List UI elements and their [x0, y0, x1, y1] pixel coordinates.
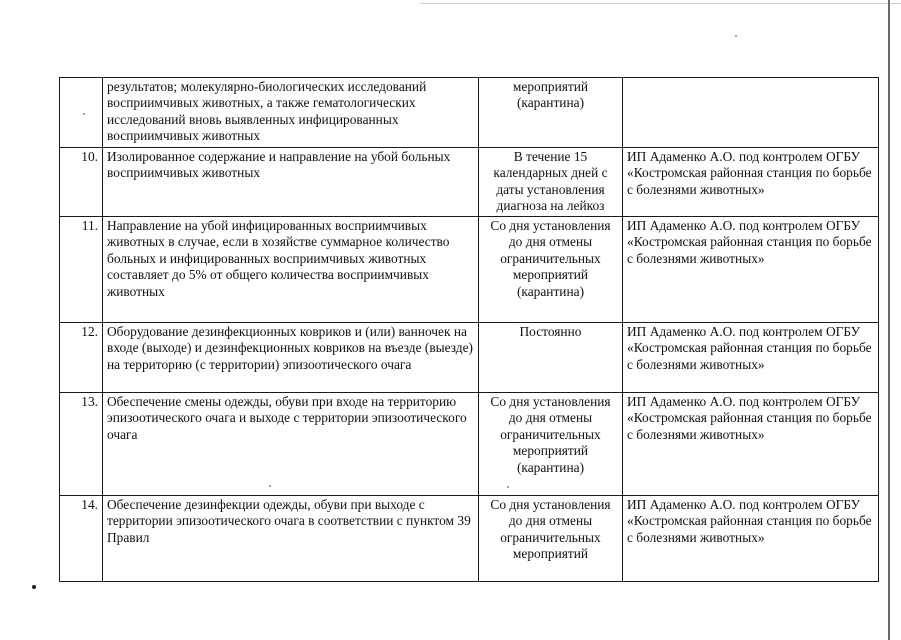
- row-number: 11.: [60, 217, 103, 323]
- scan-page-edge-right: [888, 0, 890, 640]
- measure-description: Направление на убой инфицированных восприимчивых животных в случае, если в хозяйстве суммарное количество больных и инфицированных восприимчивых животных составляет до 5% от общего количества восприимчивых животных: [103, 217, 479, 323]
- scan-page-edge-top: [420, 3, 901, 4]
- measure-responsible: ИП Адаменко А.О. под контролем ОГБУ «Костромская районная станция по борьбе с болезнями животных»: [623, 148, 879, 217]
- measure-term: Со дня установления до дня отмены ограничительных мероприятий (карантина): [479, 393, 623, 496]
- row-number: 12.: [60, 323, 103, 393]
- measure-term: Постоянно: [479, 323, 623, 393]
- table-row: [60, 148, 879, 217]
- measure-description: Обеспечение дезинфекции одежды, обуви при выходе с территории эпизоотического очага в соответствии с пунктом 39 Правил: [103, 496, 479, 582]
- measure-term: мероприятий (карантина): [479, 78, 623, 148]
- measure-term: Со дня установления до дня отмены ограничительных мероприятий (карантина): [479, 217, 623, 323]
- row-number: 13.: [60, 393, 103, 496]
- table-row: [60, 217, 879, 323]
- measure-description: Обеспечение смены одежды, обуви при входе на территорию эпизоотического очага и выходе с территории эпизоотического очага: [103, 393, 479, 496]
- table-row: [60, 323, 879, 393]
- row-number: 14.: [60, 496, 103, 582]
- measure-term: Со дня установления до дня отмены ограничительных мероприятий: [479, 496, 623, 582]
- row-number: 10.: [60, 148, 103, 217]
- table-row: [60, 496, 879, 582]
- measure-responsible: [623, 78, 879, 148]
- measure-responsible: ИП Адаменко А.О. под контролем ОГБУ «Костромская районная станция по борьбе с болезнями животных»: [623, 496, 879, 582]
- scan-speck: [735, 35, 737, 37]
- measure-description: Изолированное содержание и направление на убой больных восприимчивых животных: [103, 148, 479, 217]
- measure-responsible: ИП Адаменко А.О. под контролем ОГБУ «Костромская районная станция по борьбе с болезнями животных»: [623, 323, 879, 393]
- row-number: [60, 78, 103, 148]
- table-row: [60, 78, 879, 148]
- measure-responsible: ИП Адаменко А.О. под контролем ОГБУ «Костромская районная станция по борьбе с болезнями животных»: [623, 217, 879, 323]
- measures-table: [59, 77, 879, 582]
- measure-description: результатов; молекулярно-биологических исследований восприимчивых животных, а также гематологических исследований вновь выявленных инфицированных восприимчивых животных: [103, 78, 479, 148]
- scan-dot: [32, 585, 36, 589]
- measure-term: В течение 15 календарных дней с даты установления диагноза на лейкоз: [479, 148, 623, 217]
- measure-responsible: ИП Адаменко А.О. под контролем ОГБУ «Костромская районная станция по борьбе с болезнями животных»: [623, 393, 879, 496]
- table-row: [60, 393, 879, 496]
- measure-description: Оборудование дезинфекционных ковриков и (или) ванночек на входе (выходе) и дезинфекционных ковриков на въезде (выезде) на территорию (с территории) эпизоотического очага: [103, 323, 479, 393]
